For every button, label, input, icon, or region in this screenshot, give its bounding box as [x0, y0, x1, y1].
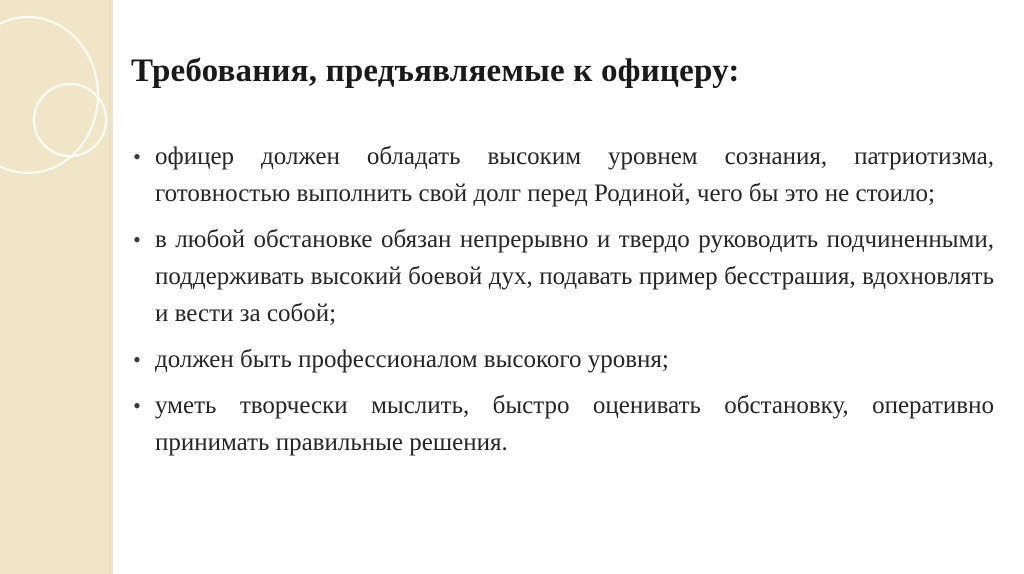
bullet-list [128, 138, 994, 470]
bullet-item [128, 138, 994, 212]
bullet-text: уметь творчески мыслить, быстро оценивать обстановку, оперативно принимать правильные решения. [155, 392, 994, 456]
bullet-text: в любой обстановке обязан непрерывно и твердо руководить подчиненными, поддерживать высокий боевой дух, подавать пример бесстрашия, вдохновлять и вести за собой; [155, 226, 994, 327]
bullet-item [128, 387, 994, 461]
bullet-dot-icon: • [133, 144, 141, 169]
bullet-item [128, 221, 994, 332]
bullet-item [128, 341, 994, 378]
bullet-text: должен быть профессионалом высокого уровня; [155, 346, 669, 373]
bullet-dot-icon: • [133, 393, 141, 418]
bullet-dot-icon: • [133, 227, 141, 252]
bullet-dot-icon: • [133, 347, 141, 372]
bullet-text: офицер должен обладать высоким уровнем сознания, патриотизма, готовностью выполнить свой долг перед Родиной, чего бы это не стоило; [155, 143, 994, 207]
slide-title: Требования, предъявляемые к офицеру: [131, 53, 740, 89]
slide-content [112, 0, 1024, 574]
